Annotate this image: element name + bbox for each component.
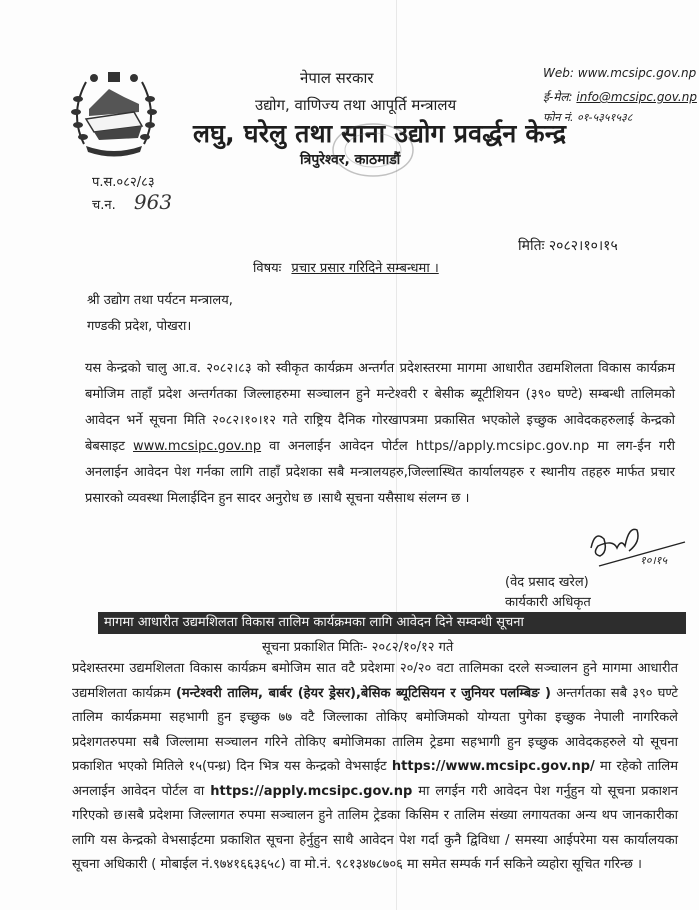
government-name: नेपाल सरकार (300, 69, 374, 87)
letter-body (85, 356, 675, 512)
recipient-line-1: श्री उद्योग तथा पर्यटन मन्त्रालय, (87, 293, 233, 308)
notice-portal-link[interactable]: https://apply.mcsipc.gov.np (210, 783, 413, 799)
letter-body-part-2: वा अनलाईन आवेदन पोर्टल https//apply.mcsipc.gov.np मा लग-ईन गरी अनलाईन आवेदन पेश गर्नका लागि ताहाँ प्रदेशका सबै मन्त्रालयहरु,जिल्लास्थित कार्यालयहरु र स्थानीय तहहरु मार्फत प्रचार प्रसारको व्यवस्था मिलाईदिन हुन सादर अनुरोध छ ।साथै सूचना यसैसाथ संलग्न छ । (85, 439, 675, 506)
notice-body-part-3: मा रहेको तालिम अनलाईन आवेदन पोर्टल वा (72, 759, 678, 799)
fiscal-reference: प.स.०८२/८३ (92, 175, 155, 190)
contact-web (543, 66, 696, 80)
notice-body-part-1: प्रदेशस्तरमा उद्यमशिलता विकास कार्यक्रम बमोजिम सात वटै प्रदेशमा २०/२० वटा तालिमका दरले सञ्चालन हुने मागमा आधारीत उद्यमशिलता कार्यक्रम (72, 661, 678, 701)
contact-phone (543, 110, 633, 125)
published-value: २०८२/१०/१२ गते (371, 640, 454, 655)
letter-date (518, 236, 618, 255)
recipient-line-2: गण्डकी प्रदेश, पोखरा। (87, 319, 192, 334)
ministry-name: उद्योग, वाणिज्य तथा आपूर्ति मन्त्रालय (255, 96, 457, 114)
notice-programs: (मन्टेश्वरी तालिम, बार्बर (हेयर ड्रेसर),बेसिक ब्यूटिसियन र जुनियर पलम्बिङ ) (175, 685, 551, 701)
web-link[interactable]: www.mcsipc.gov.np (577, 66, 697, 80)
phone-number: ०१-५३५१५३८ (577, 111, 633, 124)
date-value: २०८२।१०।१५ (548, 238, 618, 254)
signatory-title: कार्यकारी अधिकृत (505, 595, 591, 610)
notice-title-banner: मागमा आधारीत उद्यमशिलता विकास तालिम कार्यक्रमका लागि आवेदन दिने सम्वन्धी सूचना (98, 612, 686, 634)
published-label: सूचना प्रकाशित मितिः- (262, 640, 368, 655)
notice-body-part-4: मा लगईन गरी आवेदन पेश गर्नुहुन यो सूचना प्रकाशन गरिएको छ।सबै प्रदेशमा जिल्लागत रुपमा सञ्चालन हुने तालिम ट्रेडका किसिम र तालिम संख्या लगायतका अन्य थप जानकारीका लागि यस केन्द्रको वेभसाईटमा प्रकाशित सूचना हेर्नुहुन साथै आवेदन पेश गर्दा कुनै द्विविधा / समस्या आईपरेमा यस कार्यालयका सूचना अधिकारी ( मोबाईल नं.९७४१६६३६५८) वा मो.नं. ९८१३४७८७०६ मा समेत सम्पर्क गर्न सकिने व्यहोरा सूचित गरिन्छ । (72, 783, 678, 872)
notice-body-part-2: अन्तर्गतका सबै ३९० घण्टे तालिम कार्यक्रममा सहभागी हुन इच्छुक ७७ वटै जिल्लाका तोकिए बमोजिमको योग्यता पुगेका इच्छुक नेपाली नागरिकले प्रदेशगतरुपमा सबै जिल्लामा सञ्चालन गरिने तोकिए बमोजिमका तालिम ट्रेडमा सहभागी हुन इच्छुक आवेदकहरुले यो सूचना प्रकाशित भएको मितिले १५(पन्ध्र) दिन भित्र यस केन्द्रको वेभसाईट (72, 685, 678, 774)
notice-website-link[interactable]: https://www.mcsipc.gov.np/ (391, 759, 595, 774)
notice-body (72, 657, 678, 878)
contact-email (543, 88, 697, 105)
nepal-emblem-icon (64, 64, 164, 164)
dispatch-label: च.न. (92, 198, 116, 213)
office-address: त्रिपुरेश्वर, काठमाडौं (300, 152, 401, 168)
office-stamp-icon (328, 120, 418, 180)
phone-label: फोन नं. (543, 111, 574, 124)
email-link[interactable]: info@mcsipc.gov.np (576, 90, 697, 104)
web-label: Web: (543, 66, 574, 80)
dispatch-value: 963 (133, 190, 173, 214)
notice-published-date (262, 637, 453, 655)
email-label: ई-मेल: (543, 90, 573, 104)
signature-date: १०।१५ (640, 554, 668, 567)
date-label: मितिः (518, 238, 545, 254)
signatory-name: (वेद प्रसाद खरेल) (505, 575, 589, 590)
website-link[interactable]: www.mcsipc.gov.np (133, 439, 262, 454)
letter-body-part-1: यस केन्द्रको चालु आ.व. २०८२।८३ को स्वीकृत कार्यक्रम अन्तर्गत प्रदेशस्तरमा मागमा आधारीत उद्यमशिलता विकास कार्यक्रम बमोजिम ताहाँ प्रदेश अन्तर्गतका जिल्लाहरुमा सञ्चालन हुने मन्टेश्वरी र बेसीक ब्यूटीशियन (३९० घण्टे) सम्बन्धी तालिमको आवेदन भर्ने सूचना मिति २०८२।१०।१२ गते राष्ट्रिय दैनिक गोरखापत्रमा प्रकासित भएकोले इच्छुक आवेदकहरुलाई केन्द्रको बेबसाइट (85, 361, 675, 454)
dispatch-number (92, 190, 172, 214)
subject-text: प्रचार प्रसार गरिदिने सम्बन्धमा । (291, 261, 439, 276)
letter-subject (253, 258, 439, 276)
subject-label: विषयः (253, 261, 282, 276)
office-name: लघु, घरेलु तथा साना उद्योग प्रवर्द्धन केन्द्र (193, 119, 567, 148)
